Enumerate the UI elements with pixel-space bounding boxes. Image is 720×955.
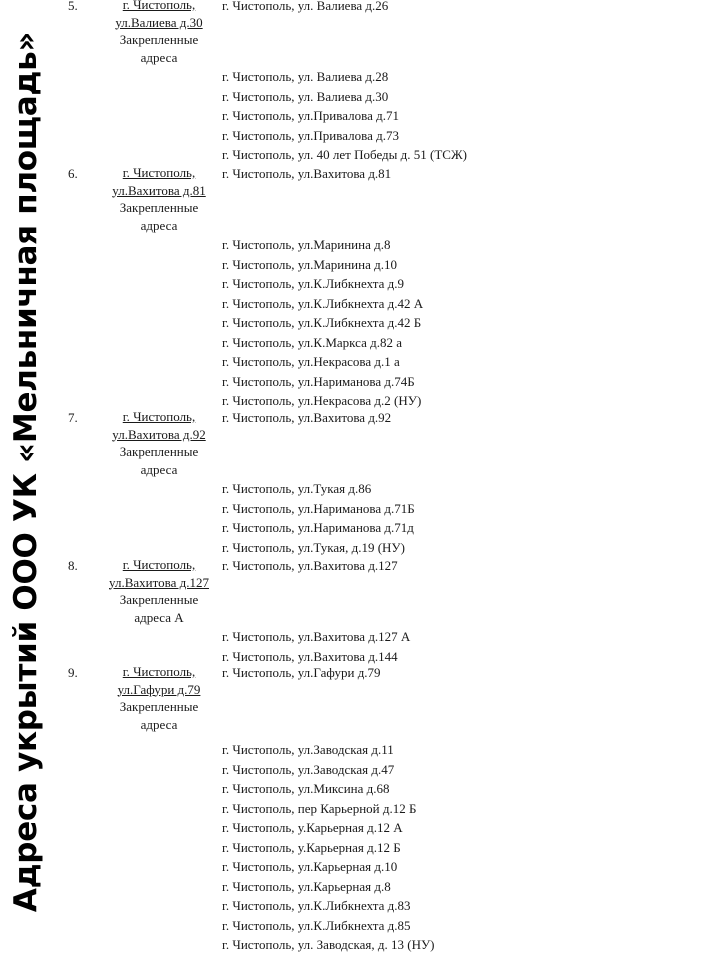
attached-address: г. Чистополь, ул. 40 лет Победы д. 51 (ТСЖ) [222, 147, 467, 162]
attached-address: г. Чистополь, у.Карьерная д.12 А [222, 820, 403, 835]
attached-address: г. Чистополь, ул.К.Либкнехта д.42 Б [222, 315, 422, 330]
shelter-city: г. Чистополь, [122, 409, 196, 424]
shelter-city: г. Чистополь, [122, 557, 196, 572]
attached-address-list [222, 479, 415, 557]
shelter-address [100, 663, 218, 733]
attached-address-first [222, 164, 391, 184]
attached-label2: адреса А [134, 609, 184, 625]
attached-address: г. Чистополь, ул.Заводская д.47 [222, 761, 395, 777]
attached-address: г. Чистополь, ул.Привалова д.73 [222, 127, 399, 143]
attached-address: г. Чистополь, ул.Нариманова д.74Б [222, 373, 415, 389]
attached-address: г. Чистополь, ул.Некрасова д.2 (НУ) [222, 393, 422, 408]
attached-address: г. Чистополь, ул.К.Либкнехта д.85 [222, 917, 411, 933]
attached-address: г. Чистополь, ул.Карьерная д.8 [222, 878, 391, 894]
shelter-city: г. Чистополь, [122, 664, 196, 679]
attached-address: г. Чистополь, ул.Вахитова д.92 [222, 410, 392, 425]
attached-address: г. Чистополь, у.Карьерная д.12 Б [222, 839, 401, 855]
attached-address: г. Чистополь, ул. Валиева д.26 [222, 0, 389, 13]
shelter-number: 8. [68, 558, 78, 573]
attached-address: г. Чистополь, ул.К.Либкнехта д.42 А [222, 295, 424, 311]
attached-address: г. Чистополь, ул. Валиева д.30 [222, 88, 389, 104]
shelter-address [100, 164, 218, 234]
attached-address: г. Чистополь, ул. Заводская, д. 13 (НУ) [222, 937, 435, 952]
shelter-address [100, 556, 218, 626]
attached-address: г. Чистополь, ул.Нариманова д.71д [222, 520, 414, 535]
attached-address: г. Чистополь, ул.Миксина д.68 [222, 781, 390, 796]
attached-label: Закрепленные [119, 200, 199, 215]
shelter-city: г. Чистополь, [122, 165, 196, 180]
attached-address: г. Чистополь, пер Карьерной д.12 Б [222, 800, 417, 816]
attached-label: Закрепленные [119, 699, 199, 714]
shelter-number: 9. [68, 665, 78, 680]
attached-address: г. Чистополь, ул.Тукая, д.19 (НУ) [222, 539, 405, 555]
attached-address-first [222, 408, 391, 428]
shelter-number: 5. [68, 0, 78, 13]
shelter-street: ул.Валиева д.30 [115, 14, 203, 30]
attached-address-list [222, 627, 410, 666]
attached-address: г. Чистополь, ул.Карьерная д.10 [222, 859, 398, 874]
attached-address: г. Чистополь, ул.Вахитова д.127 [222, 558, 398, 573]
attached-address-first [222, 556, 398, 576]
attached-address: г. Чистополь, ул.К.Маркса д.82 а [222, 334, 402, 350]
shelter-number: 6. [68, 166, 78, 181]
shelter-street: ул.Вахитова д.92 [112, 426, 206, 442]
attached-address-list [222, 235, 423, 411]
shelter-street: ул.Вахитова д.127 [109, 574, 209, 590]
shelter-street: ул.Вахитова д.81 [112, 182, 206, 198]
attached-address: г. Чистополь, ул.Маринина д.8 [222, 237, 391, 252]
attached-address: г. Чистополь, ул.Маринина д.10 [222, 256, 397, 272]
attached-label2: адреса [140, 217, 178, 233]
shelter-city: г. Чистополь, [122, 0, 196, 12]
attached-address: г. Чистополь, ул.Гафури д.79 [222, 665, 381, 680]
shelter-number: 7. [68, 410, 78, 425]
attached-label: Закрепленные [119, 32, 199, 47]
attached-label2: адреса [140, 461, 178, 477]
attached-address: г. Чистополь, ул.Тукая д.86 [222, 481, 372, 496]
attached-address: г. Чистополь, ул. Валиева д.28 [222, 69, 389, 84]
attached-address: г. Чистополь, ул.Некрасова д.1 а [222, 354, 400, 369]
attached-address: г. Чистополь, ул.Вахитова д.144 [222, 648, 398, 664]
attached-address-list [222, 67, 467, 165]
attached-address: г. Чистополь, ул.К.Либкнехта д.83 [222, 898, 411, 913]
shelter-address [100, 408, 218, 478]
attached-address: г. Чистополь, ул.Вахитова д.81 [222, 166, 392, 181]
attached-address-list [222, 740, 435, 955]
shelter-street: ул.Гафури д.79 [117, 681, 201, 697]
attached-address: г. Чистополь, ул.Привалова д.71 [222, 108, 399, 123]
side-title-text: Адреса укрытий ООО УК «Мельничная площадь» [8, 31, 45, 913]
attached-address: г. Чистополь, ул.Нариманова д.71Б [222, 500, 415, 516]
attached-label: Закрепленные [119, 592, 199, 607]
attached-label: Закрепленные [119, 444, 199, 459]
attached-address-first [222, 663, 381, 683]
attached-label2: адреса [140, 49, 178, 65]
shelter-address [100, 0, 218, 66]
attached-address: г. Чистополь, ул.Заводская д.11 [222, 742, 394, 757]
attached-address: г. Чистополь, ул.К.Либкнехта д.9 [222, 276, 404, 291]
attached-address-first [222, 0, 388, 16]
attached-address: г. Чистополь, ул.Вахитова д.127 А [222, 629, 411, 644]
attached-label2: адреса [140, 716, 178, 732]
